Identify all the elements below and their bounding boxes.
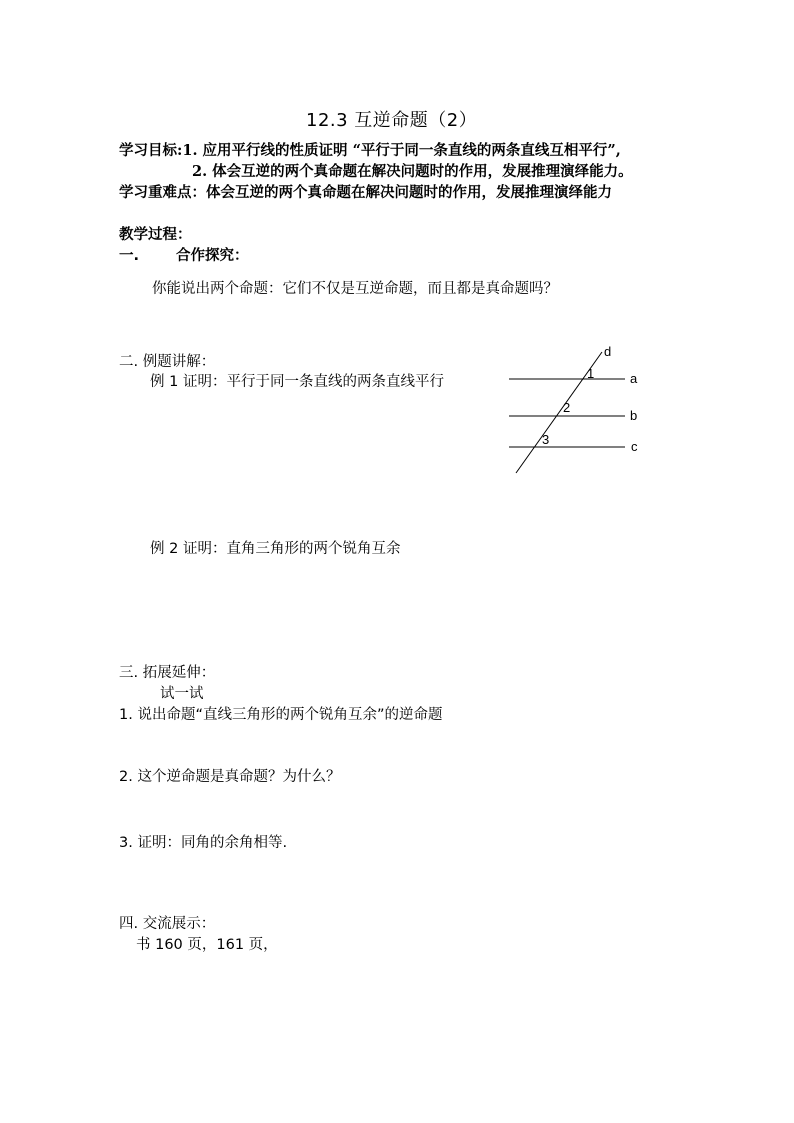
section3-sub: 试一试	[160, 686, 204, 702]
section3-title: 三. 拓展延伸：	[119, 665, 216, 681]
example2: 例 2 证明：直角三角形的两个锐角互余	[150, 541, 401, 557]
section1-number: 一.	[119, 248, 140, 264]
section1-question: 你能说出两个命题：它们不仅是互逆命题，而且都是真命题吗？	[152, 281, 558, 297]
section4-text: 书 160 页，161 页，	[136, 937, 278, 953]
section2-title: 二. 例题讲解：	[119, 354, 216, 370]
section1-title: 合作探究：	[176, 248, 249, 264]
section4-title: 四. 交流展示：	[119, 916, 216, 932]
angle-1: 1	[587, 366, 595, 381]
process-heading: 教学过程：	[119, 227, 192, 243]
label-b: b	[630, 408, 638, 423]
page-title: 12.3 互逆命题（2）	[306, 110, 478, 131]
label-a: a	[630, 371, 638, 386]
label-d: d	[604, 344, 612, 359]
parallel-lines-figure	[500, 340, 660, 480]
label-c: c	[631, 439, 638, 454]
learning-focus: 学习重难点：体会互逆的两个真命题在解决问题时的作用，发展推理演绎能力	[119, 184, 612, 201]
angle-3: 3	[542, 432, 550, 447]
angle-2: 2	[563, 400, 571, 415]
section3-item-3: 3. 证明：同角的余角相等.	[119, 835, 288, 851]
section3-item-2: 2. 这个逆命题是真命题？为什么？	[119, 769, 341, 785]
section3-item-1: 1. 说出命题“直线三角形的两个锐角互余”的逆命题	[119, 707, 443, 723]
learning-goals-line2: 2. 体会互逆的两个真命题在解决问题时的作用，发展推理演绎能力。	[192, 163, 633, 180]
example1: 例 1 证明：平行于同一条直线的两条直线平行	[150, 374, 444, 390]
learning-goals-line1: 学习目标:1. 应用平行线的性质证明 “平行于同一条直线的两条直线互相平行”,	[119, 142, 621, 159]
